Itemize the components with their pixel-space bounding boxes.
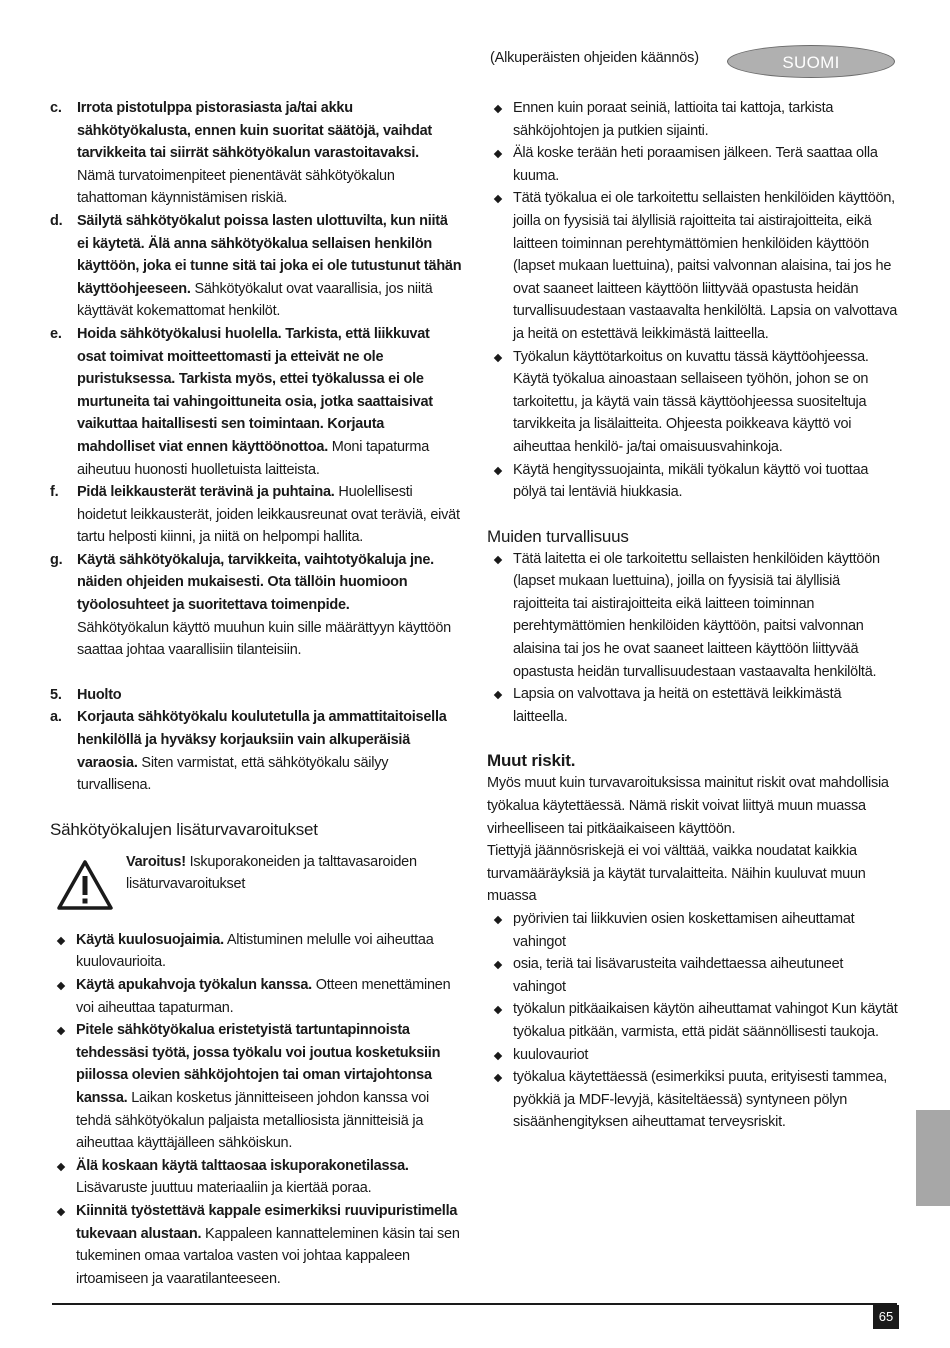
list-item (50, 706, 462, 796)
list-item (50, 929, 462, 974)
bullet-text: Työkalun käyttötarkoitus on kuvattu tässä käyttöohjeessa. Käytä työkalua ainoastaan sellaiseen työhön, johon se on tarkoitettu, ja käytä vain tässä käyttöohjeessa suositeltuja tarvikkeita ja lisälaitteita. Ohjeesta poikkeava käyttö voi aiheuttaa henkilö- ja/tai omaisuusvahinkoja. (513, 348, 869, 455)
list-item (487, 187, 899, 345)
bullet-bold-text: Käytä kuulosuojaimia. (76, 931, 224, 948)
bullet-text: osia, teriä tai lisävarusteita vaihdettaessa aiheutuneet vahingot (513, 956, 844, 995)
item-bold-text: Hoida sähkötyökalusi huolella. Tarkista, että liikkuvat osat toimivat moitteettomasti ja etteivät ne ole puristuksessa. Tarkista myös, ettei työkalussa ei ole murtuneita tai vahingoittuneita osia, jotka saattaisivat vaikuttaa haitallisesti sen toimintaan. Korjauta mahdolliset viat ennen käyttöönottoa. (77, 325, 433, 455)
left-column (50, 97, 462, 1290)
risks-paragraph: Tiettyjä jäännösriskejä ei voi välttää, vaikka noudatat kaikkia turvamääräyksiä ja käytät turvalaitteita. Näihin kuuluvat muun muassa (487, 843, 866, 905)
item-marker: c. (50, 100, 62, 116)
item-text: Nämä turvatoimenpiteet pienentävät sähkötyökalun tahattoman käynnistämisen riskiä. (77, 167, 395, 207)
bullet-text: pyörivien tai liikkuvien osien koskettamisen aiheuttamat vahingot (513, 911, 855, 950)
item-bold-text: Säilytä sähkötyökalut poissa lasten ulottuvilta, kun niitä ei käytetä. Älä anna sähkötyökalua sellaisen henkilön käyttöön, joka ei tunne sitä tai joka ei ole tutustunut tähän käyttöohjeeseen. (77, 212, 462, 297)
list-item (487, 97, 899, 142)
bullet-bold-text: Älä koskaan käytä talttaosaa iskuporakonetilassa. (76, 1157, 409, 1174)
list-item (50, 97, 462, 210)
service-heading (50, 684, 462, 707)
list-item (50, 323, 462, 481)
bullet-text: Laikan kosketus jännitteiseen johdon kanssa voi tehdä sähkötyökalun paljaista metalliosista jännitteisiä ja aiheuttaa käyttäjälleen sähköiskun. (76, 1089, 430, 1152)
bullet-text: Älä koske terään heti poraamisen jälkeen. Terä saattaa olla kuuma. (513, 145, 878, 184)
footer-rule (52, 1303, 897, 1305)
list-item (50, 210, 462, 323)
bullet-text: Lapsia on valvottava ja heitä on estettävä leikkimästä laitteella. (513, 686, 842, 725)
list-item (487, 548, 899, 684)
section-number: 5. (50, 686, 62, 703)
item-bold-text: Irrota pistotulppa pistorasiasta ja/tai akku sähkötyökalusta, ennen kuin suoritat säätöjä, vaihdat tarvikkeita tai siirrät sähkötyökalun varastoitavaksi. (77, 100, 432, 162)
section-title: Huolto (77, 686, 122, 703)
bullet-text: Käytä hengityssuojainta, mikäli työkalun käyttö voi tuottaa pölyä tai lentäviä hiukkasia. (513, 461, 869, 501)
item-text: Siten varmistat, että sähkötyökalu säilyy turvallisena. (77, 754, 389, 794)
list-item (487, 459, 899, 504)
bullet-text: työkalun pitkäaikaisen käytön aiheuttamat vahingot Kun käytät työkalua pitkään, varmista, että pidät säännöllisesti taukoja. (513, 1001, 898, 1040)
list-item (487, 142, 899, 187)
list-item (487, 998, 899, 1043)
language-tab: SUOMI (727, 45, 895, 78)
bullet-bold-text: Käytä apukahvoja työkalun kanssa. (76, 977, 312, 993)
list-item (487, 1044, 899, 1067)
bullet-bold-text: Pitele sähkötyökalua eristetyistä tartuntapinnoista tehdessäsi työtä, jossa työkalu voi joutua kosketuksiin piilossa olevien sähköjohtojen tai oman virtajohtonsa kanssa. (76, 1022, 441, 1106)
item-bold-text: Korjauta sähkötyökalu koulutetulla ja ammattitaitoisella henkilöllä ja hyväksy korjauksiin vain alkuperäisiä varaosia. (77, 709, 447, 771)
warning-text: Iskuporakoneiden ja talttavasaroiden lisäturvavaroitukset (126, 853, 417, 893)
bullet-text: Tätä työkalua ei ole tarkoitettu sellaisten henkilöiden käyttöön, joilla on fyysisiä tai älyllisiä rajoitteita tai aistirajoitteita, eikä laitteen toiminnan perehtymättömien henkilöiden käyttöön (lapset mukaan luettuina), paitsi valvonnan alaisina, tai jos he ovat saaneet laitteen käyttöön liittyvää opastusta heidän turvallisuudestaan vastaavalta henkilöltä. Lapsia on valvottava ja heitä on estettävä leikkimästä laitteella. (513, 190, 898, 342)
bullet-text: Lisävaruste juuttuu materiaaliin ja kiertää poraa. (76, 1180, 372, 1197)
warning-block (50, 851, 462, 921)
item-marker: a. (50, 709, 62, 726)
bullet-text: Kappaleen kannatteleminen käsin tai sen tukeminen omaa vartaloa vasten voi johtaa kappaleen irtoamiseen ja vaaratilanteeseen. (76, 1225, 460, 1287)
list-item (487, 908, 899, 953)
list-item (487, 683, 899, 728)
item-marker: e. (50, 325, 62, 342)
section-thumb-tab (916, 1110, 950, 1206)
bullet-bold-text: Kiinnitä työstettävä kappale esimerkiksi ruuvipuristimella tukevaan alustaan. (76, 1202, 458, 1242)
other-risks-heading: Muut riskit. (487, 751, 576, 771)
item-text: Huolellisesti hoidetut leikkausterät, joiden leikkausreunat ovat teräviä, eivät tartu helposti kiinni, ja niitä on helpompi hallita. (77, 484, 460, 546)
page-number: 65 (873, 1305, 899, 1329)
bullet-text: Tätä laitetta ei ole tarkoitettu sellaisten henkilöiden käyttöön (lapset mukaan luettuina), joilla on fyysisiä tai älyllisiä rajoitteita tai aistirajoitteita eikä laitteen toiminnan perehtymättömien henkilöiden käyttöön, paitsi valvonnan alaisina tai jos he ovat saaneet laitteen käyttöön liittyvää opastusta heidän turvallisuudestaan vastaavalta henkilöltä. (513, 550, 880, 680)
extra-safety-heading: Sähkötyökalujen lisäturvavaroitukset (50, 819, 318, 839)
risks-paragraph: Myös muut kuin turvavaroituksissa mainitut riskit ovat mahdollisia työkalua käytettäessä. Nämä riskit voivat liittyä muun muassa virheelliseen tai pitkäaikaiseen käyttöön. (487, 775, 889, 837)
list-item (50, 549, 462, 662)
bullet-text: Altistuminen melulle voi aiheuttaa kuulovaurioita. (76, 931, 434, 971)
bullet-text: Otteen menettäminen voi aiheuttaa tapaturman. (76, 977, 451, 1016)
item-marker: f. (50, 484, 59, 501)
list-item (50, 1019, 462, 1155)
list-item (50, 481, 462, 549)
warning-label: Varoitus! (126, 853, 186, 870)
item-text: Sähkötyökalun käyttö muuhun kuin sille määrättyyn käyttöön saattaa johtaa vaarallisiin tilanteisiin. (77, 619, 451, 659)
bullet-text: työkalua käytettäessä (esimerkiksi puuta, erityisesti tammea, pyökkiä ja MDF-levyjä, käsiteltäessä) syntyneen pölyn sisäänhengityksen aiheuttamat terveysriskit. (513, 1069, 887, 1131)
item-marker: d. (50, 212, 63, 229)
others-safety-heading: Muiden turvallisuus (487, 526, 629, 546)
extra-warnings-list (50, 929, 462, 1291)
bullet-text: kuulovauriot (513, 1046, 589, 1063)
list-item (50, 1200, 462, 1290)
item-bold-text: Pidä leikkausterät terävinä ja puhtaina. (77, 484, 335, 501)
list-item (487, 953, 899, 998)
right-column (487, 97, 899, 1134)
bullet-text: Ennen kuin poraat seiniä, lattioita tai kattoja, tarkista sähköjohtojen ja putkien sijainti. (513, 100, 834, 139)
item-text: Moni tapaturma aiheutuu huonosti huolletuista laitteista. (77, 438, 430, 478)
item-marker: g. (50, 551, 63, 568)
item-bold-text: Käytä sähkötyökaluja, tarvikkeita, vaihtotyökaluja jne. näiden ohjeiden mukaisesti. Ota tällöin huomioon työolosuhteet ja suoritettava toimenpide. (77, 551, 434, 614)
list-item (50, 1155, 462, 1200)
list-item (487, 1066, 899, 1134)
warning-triangle-icon (56, 859, 114, 911)
list-item (487, 346, 899, 459)
translation-note: (Alkuperäisten ohjeiden käännös) (490, 50, 699, 66)
list-item (50, 974, 462, 1019)
item-text: Sähkötyökalut ovat vaarallisia, jos niitä käyttävät kokemattomat henkilöt. (77, 280, 433, 320)
